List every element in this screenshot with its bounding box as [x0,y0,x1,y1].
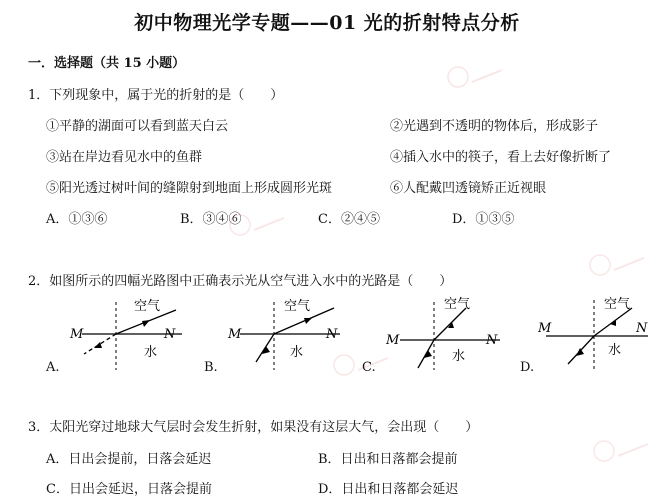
diagram-d-water: 水 [608,343,622,358]
watermark-stamp-4 [330,350,390,380]
q3-option-d: D．日出和日落都会延迟 [318,482,459,497]
diagram-d-n: N [636,321,648,336]
q1-item-2: ②光遇到不透明的物体后，形成影子 [390,119,599,134]
diagram-c-n: N [486,333,498,348]
diagram-b-water: 水 [290,345,304,360]
q2-option-b: B. [204,360,218,375]
q1-option-d: D．①③⑤ [452,212,515,227]
watermark-stamp-5 [590,436,650,466]
q2-option-c: C. [362,360,376,375]
watermark-stamp-3 [586,250,646,280]
diagram-d-m: M [538,321,552,336]
q1-item-4: ④插入水中的筷子，看上去好像折断了 [390,150,612,165]
diagram-c [382,292,512,372]
diagram-a [64,292,194,372]
q1-item-1: ①平静的湖面可以看到蓝天白云 [46,119,229,134]
q1-item-5: ⑤阳光透过树叶间的缝隙射到地面上形成圆形光斑 [46,181,333,196]
diagram-c-air: 空气 [444,297,471,312]
q1-item-6: ⑥人配戴凹透镜矫正近视眼 [390,181,547,196]
question-2-stem: 2．如图所示的四幅光路图中正确表示光从空气进入水中的光路是（ ） [28,274,453,289]
diagram-a-air: 空气 [134,299,161,314]
diagram-b-n: N [326,327,338,342]
q1-option-a: A．①③⑥ [46,212,108,227]
section-heading: 一．选择题（共 15 小题） [28,56,186,71]
watermark-stamp-1 [444,62,504,92]
diagram-d-air: 空气 [604,297,631,312]
q2-option-d: D. [520,360,535,375]
q3-option-a: A．日出会提前，日落会延迟 [46,452,212,467]
diagram-a-water: 水 [144,345,158,360]
diagram-c-water: 水 [452,349,466,364]
q1-option-b: B．③④⑥ [180,212,242,227]
diagram-b-air: 空气 [284,299,311,314]
question-1-stem: 1．下列现象中，属于光的折射的是（ ） [28,88,284,103]
diagram-c-m: M [386,333,400,348]
diagram-b-m: M [228,327,242,342]
diagram-a-n: N [164,327,176,342]
diagram-a-m: M [70,327,84,342]
diagram-d [538,292,654,372]
watermark-stamp-2 [226,210,286,240]
question-3-stem: 3．太阳光穿过地球大气层时会发生折射，如果没有这层大气，会出现（ ） [28,420,479,435]
q3-option-b: B．日出和日落都会提前 [318,452,458,467]
q1-item-3: ③站在岸边看见水中的鱼群 [46,150,203,165]
q1-option-c: C．②④⑤ [318,212,380,227]
q3-option-c: C．日出会延迟，日落会提前 [46,482,212,497]
page-title: 初中物理光学专题——01 光的折射特点分析 [134,12,520,34]
q2-option-a: A. [46,360,60,375]
